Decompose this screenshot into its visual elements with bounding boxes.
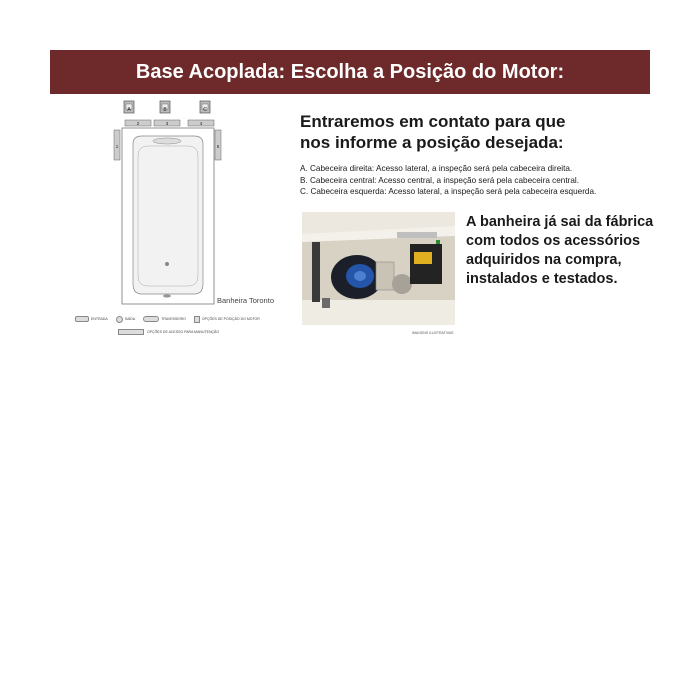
panel-number-2: 2 xyxy=(136,121,140,126)
option-c-label: C. Cabeceira esquerda: xyxy=(300,187,387,196)
bathtub-drawing xyxy=(70,96,290,342)
entrada-icon xyxy=(75,316,89,322)
factory-statement xyxy=(466,213,656,289)
drain-icon xyxy=(165,262,169,266)
contact-heading-line2: nos informe a posição desejada: xyxy=(300,133,564,152)
position-letter-b: B xyxy=(163,107,167,113)
tub-model-label: Banheira Toronto xyxy=(217,296,274,305)
diagram-legend xyxy=(75,314,290,324)
motor-photo-illustration xyxy=(302,212,455,325)
legend-entrada-label: ENTRADA xyxy=(91,317,108,321)
banner-title: Base Acoplada: Escolha a Posição do Motor: xyxy=(135,60,565,83)
legend-saida-label: SAÍDA xyxy=(124,317,136,321)
factory-line1: A banheira já sai da fábrica xyxy=(466,214,654,230)
position-options-list xyxy=(300,163,660,198)
option-c xyxy=(300,186,660,198)
contact-heading-line1: Entraremos em contato para que xyxy=(300,112,566,131)
motor-position-icon xyxy=(194,316,200,323)
factory-line2: com todos os acessórios xyxy=(466,233,641,249)
legend-saida xyxy=(116,316,136,323)
panel-number-5: 5 xyxy=(216,144,220,149)
panel-number-1: 1 xyxy=(115,144,119,149)
contact-heading xyxy=(300,111,630,153)
legend-acesso xyxy=(118,329,219,335)
travesseiro-icon xyxy=(143,316,159,322)
option-a-text: Acesso lateral, a inspeção será pela cabeceira direita. xyxy=(376,164,573,173)
panel-number-4: 4 xyxy=(199,121,203,126)
access-panel-icon xyxy=(118,329,144,335)
option-b-text: Acesso central, a inspeção será pela cabeceira central. xyxy=(378,175,580,185)
position-letter-c: C xyxy=(203,107,207,113)
option-a xyxy=(300,163,660,175)
tub-basin xyxy=(133,136,203,294)
inlet-icon xyxy=(163,294,171,297)
legend-opcoes-motor-label: OPÇÕES DE POSIÇÃO DO MOTOR xyxy=(201,317,260,321)
panel-number-3: 3 xyxy=(165,121,169,126)
legend-acesso-label: OPÇÕES DE ACESSO PARA MANUTENÇÃO xyxy=(146,329,220,334)
legend-opcoes-motor xyxy=(194,316,260,323)
option-b-label: B. Cabeceira central: xyxy=(300,175,377,185)
legend-travesseiro-label: TRAVESSEIRO xyxy=(161,317,186,321)
factory-line4: instalados e testados. xyxy=(466,271,618,287)
legend-travesseiro xyxy=(143,316,186,322)
option-b xyxy=(300,175,660,187)
photo-caption: IMAGENS ILUSTRATIVAS xyxy=(412,331,454,335)
tub-diagram xyxy=(70,96,290,342)
saida-icon xyxy=(116,316,123,323)
header-banner xyxy=(50,50,650,94)
factory-line3: adquiridos na compra, xyxy=(466,252,622,268)
pillow-icon xyxy=(153,138,181,144)
position-letter-a: A xyxy=(127,107,131,113)
motor-photo xyxy=(302,212,455,325)
option-c-text: Acesso lateral, a inspeção será pela cabeceira esquerda. xyxy=(388,187,597,196)
legend-entrada xyxy=(75,316,108,322)
option-a-label: A. Cabeceira direita: xyxy=(300,164,375,173)
